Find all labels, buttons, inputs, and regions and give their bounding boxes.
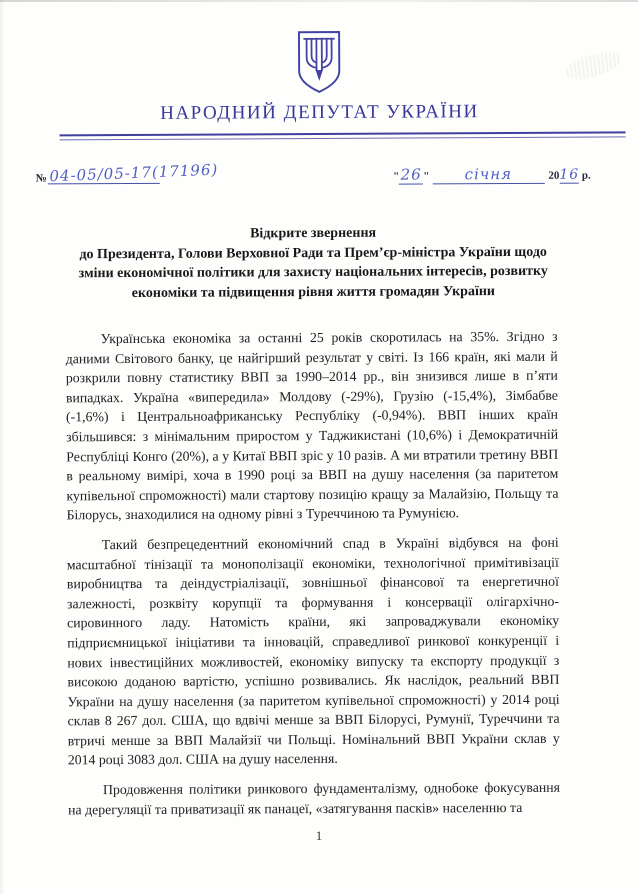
ref-date (393, 165, 591, 185)
document-title (65, 223, 561, 304)
body-paragraph-3: Продовження політики ринкового фундаменталізму, однобоке фокусування на дерегуляції та приватизації як панацеї, «затягування пасків» населенню та (68, 779, 561, 817)
date-year-suffix-handwritten: 16 (559, 166, 580, 183)
reference-line (35, 160, 591, 187)
org-title: НАРОДНИЙ ДЕПУТАТ УКРАЇНИ (160, 101, 479, 124)
date-year-prefix: 20 (548, 169, 560, 182)
ref-number-underline (48, 183, 160, 185)
date-day-handwritten: 26 (400, 165, 422, 184)
body-paragraph-2: Такий безпрецедентний економічний спад в Україні відбувся на фоні масштабної тінізації та монополізації економіки, технологічної примітивізації виробництва та деіндустріалізації, зовнішньої фінансової та енергетичної залежності, розквіту корупції та формування і консервації олігархічно-сировинного ладу. Натомість країни, які запроваджували економіку підприємницької ініціативи та інновацій, справедливої ринкової конкуренції і нових інвестиційних можливостей, економіку випуску та експорту продукції з високою доданою вартістю, успішно розвивались. Як наслідок, реальний ВВП України на душу населення (за паритетом купівельної спроможності) у 2014 році склав 8 267 дол. США, що вдвічі менше за ВВП Білорусі, Румунії, Туреччини та втричі менше за ВВП Малайзії чи Польщі. Номінальний ВВП України склав у 2014 році 3083 дол. США на душу населення. (66, 534, 560, 768)
date-year-unit: р. (581, 169, 591, 182)
date-quote-close: " (423, 170, 430, 183)
ref-number-handwritten-value: 04-05/05-17(17196) (49, 160, 219, 186)
document-content (0, 27, 638, 820)
scan-edge-artifact (0, 0, 638, 2)
page-number: 1 (315, 829, 323, 843)
document-title-rest: до Президента, Голови Верховної Ради та Прем’єр-міністра України щодо зміни економічної політики для захисту національних інтересів, розвитку економіки та підвищення рівня життя громадян України (78, 244, 548, 301)
header-double-rule (60, 131, 626, 140)
ukraine-trident-emblem-icon (292, 29, 346, 95)
document-title-line1: Відкрите звернення (250, 225, 377, 242)
date-quote-open: " (393, 170, 400, 183)
ref-number (35, 160, 219, 186)
ref-number-label: № (35, 172, 47, 185)
body-paragraph-1: Українська економіка за останні 25 років скоротилась на 35%. Згідно з даними Світового банку, це найгірший результат у світі. Із 166 країн, які мали й розкрили повну статистику ВВП за 1990–2014 рр., він знизився лише в п’яти випадках. Україна «випередила» Молдову (-29%), Грузію (-15,4%), Зімбабве (-1,6%) і Центральноафриканську Республіку (-0,94%). ВВП інших країн збільшився: з мінімальним приростом у Таджикистані (10,6%) і Демократичній Республіці Конго (20%), а у Китаї ВВП зріс у 10 разів. А ми втратили третину ВВП в реальному вимірі, хоча в 1990 році за ВВП на душу населення (за паритетом купівельної спроможності) мали стартову позицію кращу за Малайзію, Польщу та Білорусь, знаходилися на одному рівні з Туреччиною та Румунією. (65, 328, 559, 523)
document-body (66, 327, 561, 820)
date-month-handwritten: січня (432, 165, 544, 185)
